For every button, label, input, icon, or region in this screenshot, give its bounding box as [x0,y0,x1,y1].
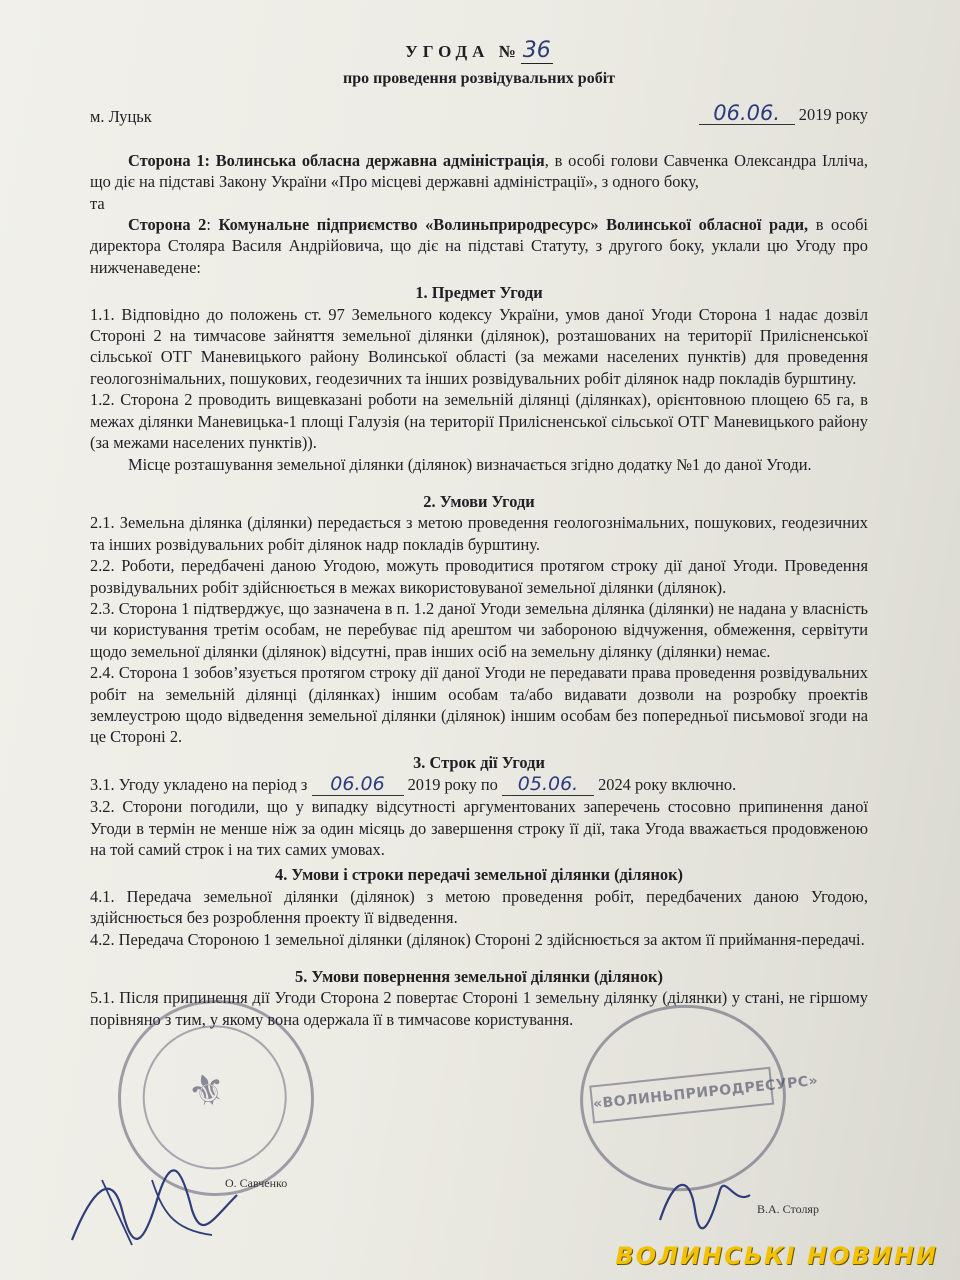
party-2-colon: : [206,215,219,235]
right-signatory-name: В.А. Столяр [757,1202,819,1216]
handwritten-date: 06.06. [699,102,795,125]
news-watermark: ВОЛИНСЬКІ НОВИНИ [615,1242,938,1270]
place-date-row [90,100,868,130]
section-1-title: 1. Предмет Угоди [415,283,543,303]
clause-2-3: 2.3. Сторона 1 підтверджує, що зазначена в п. 1.2 даної Угоди земельна ділянка (ділянки) не надана у власність чи користування третім особам, не перебуває під арештом чи забороною відчуження, обмеження, сервітути щодо земельної ділянки (ділянок) відсутні, прав інших осіб на земельну ділянку (ділянки) немає. [90,598,868,661]
agreement-number: 36 [522,38,551,63]
date [699,102,868,125]
document-title [90,40,868,62]
left-signatory-name: О. Савченко [225,1176,288,1190]
title-text: УГОДА № [405,42,521,61]
document-subtitle: про проведення розвідувальних робіт [342,70,616,88]
clause-4-1: 4.1. Передача земельної ділянки (ділянок) з метою проведення робіт, передбачених даною Угодою, здійснюється без розроблення проекту її відведення. [90,886,868,928]
section-4-title: 4. Умови і строки передачі земельної ділянки (ділянок) [275,865,683,885]
city: м. Луцьк [90,106,152,126]
clause-1-2: 1.2. Сторона 2 проводить вищевказані роботи на земельній ділянці (ділянках), орієнтовною площею 65 га, в межах ділянки Маневицька-1 площі Галузія (на території Прилісненської сільської ОТГ Маневицького району (за межами населених пунктів)). [90,390,868,453]
party-1-name: Сторона 1: Волинська обласна державна адміністрація [128,150,545,170]
clause-1-location: Місце розташування земельної ділянки (ділянок) визначається згідно додатку №1 до даної Угоди. [128,454,812,474]
party-2-name: Комунальне підприємство «Волиньприродресурс» Волинської обласної ради, [218,215,809,235]
clause-2-1: 2.1. Земельна ділянка (ділянки) передається з метою проведення геологознімальних, пошукових, геодезичних та інших розвідувальних робіт ділянок надр покладів бурштину. [90,513,868,554]
right-signature-icon [650,1165,760,1235]
handwritten-start-date: 06.06 [312,773,404,796]
date-year: 2019 року [798,104,868,124]
clause-1-1: 1.1. Відповідно до положень ст. 97 Земельного кодексу України, умов даної Угоди Сторона 1 надає дозвіл Стороні 2 на тимчасове зайняття земельної ділянки (ділянок), розташованих на території Прилісненської сільської ОТГ Маневицького району Волинської області (за межами населених пунктів) для проведення геологознімальних, пошукових, геодезичних та інших розвідувальних робіт ділянок надр покладів бурштину. [90,304,868,388]
party-1 [90,150,868,193]
party-2-details: в особі директора Столяра Василя Андрійовича, що діє на підставі Статуту, з другого боку, уклали цю Угоду про нижченаведене: [90,215,868,277]
clause-5-1: 5.1. Після припинення дії Угоди Сторона 2 повертає Стороні 1 земельну ділянку (ділянки) у стані, не гіршому порівняно з тим, у якому вона одержала її в тимчасове користування. [90,988,868,1029]
clause-2-4: 2.4. Сторона 1 зобов’язується протягом строку дії даної Угоди не передавати права проведення розвідувальних робіт на земельній ділянці (ділянках) іншим особам та/або видавати дозволи на розробку проектів землеустрою щодо відведення земельної ділянки (ділянок) іншим особам без попередньої письмової згоди на це Стороні 2. [90,663,868,747]
handwritten-end-date: 05.06. [502,773,594,796]
clause-2-2: 2.2. Роботи, передбачені даною Угодою, можуть проводитися протягом строку дії даної Угоди. Проведення розвідувальних робіт здійснюється в межах використовуваної земельної ділянки (ділянок). [90,556,868,597]
trident-emblem-icon: ⚜ [180,1060,236,1122]
clause-3-2: 3.2. Сторони погодили, що у випадку відсутності аргументованих заперечень стосовно припинення даної Угоди в термін не менше ніж за один місяць до завершення строку її дії, така Угода вважається продовженою на той самий строк і на тих самих умовах. [90,797,868,859]
clause-3-1-start: 3.1. Угоду укладено на період з [90,775,308,795]
company-seal-band: «ВОЛИНЬПРИРОДРЕСУРС» [589,1067,774,1124]
party-2-label: Сторона 2 [128,215,207,235]
clause-4-2: 4.2. Передача Стороною 1 земельної ділянки (ділянок) Стороні 2 здійснюється за актом її приймання-передачі. [90,929,865,949]
section-3-title: 3. Строк дії Угоди [413,752,545,772]
clause-3-1-middle: 2019 року по [407,775,498,795]
left-signature-icon [62,1150,262,1260]
party-1-details: , в особі голови Савченка Олександра Ілліча, що діє на підставі Закону України «Про місцеві державні адміністрації», з одного боку, [90,150,868,192]
section-2-title: 2. Умови Угоди [423,491,535,511]
section-5-title: 5. Умови повернення земельної ділянки (ділянок) [295,967,663,987]
clause-3-1 [90,773,868,796]
party-conjunction: та [90,193,105,213]
clause-3-1-end: 2024 року включно. [598,775,737,795]
agreement-text [90,40,868,1030]
party-2 [90,214,868,278]
